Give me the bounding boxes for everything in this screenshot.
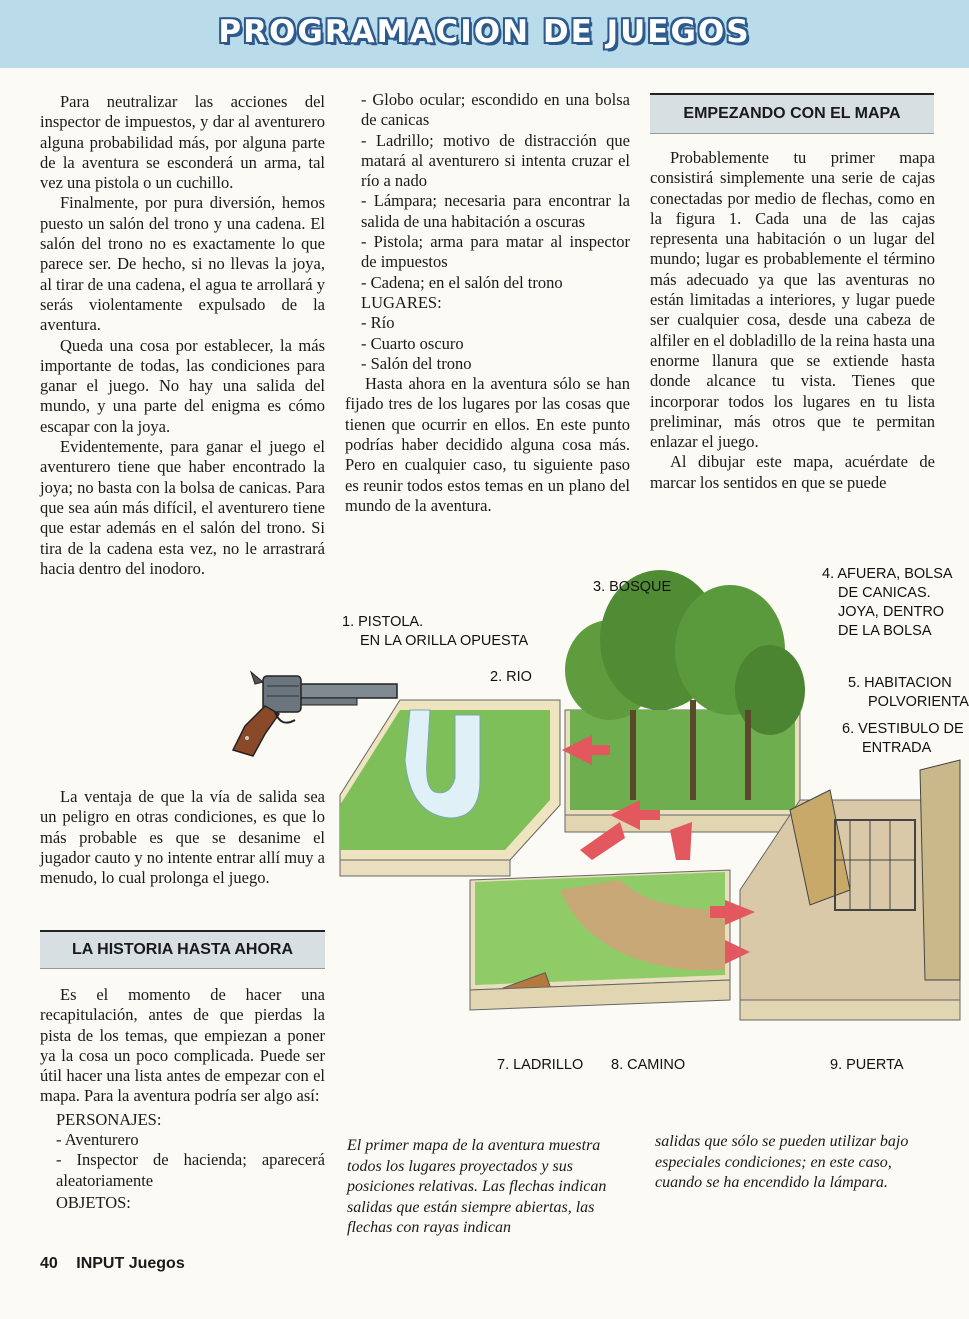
list-item: - Inspector de hacienda; aparecerá aleatoriamente	[56, 1150, 325, 1190]
map-label-1: 1. PISTOLA.	[342, 614, 424, 630]
magazine-name: INPUT Juegos	[76, 1255, 185, 1272]
column-3	[650, 148, 935, 493]
map-label-7: 7. LADRILLO	[497, 1057, 584, 1073]
map-label-5-line2: POLVORIENTA	[868, 694, 969, 710]
paragraph: Al dibujar este mapa, acuérdate de marcar los sentidos en que se puede	[650, 452, 935, 492]
map-label-4-line3: JOYA, DENTRO	[838, 604, 945, 620]
map-label-6: 6. VESTIBULO DE	[842, 721, 964, 737]
map-caption-right: salidas que sólo se pueden utilizar bajo especiales condiciones; en este caso, cuando se ha encendido la lámpara.	[655, 1133, 909, 1191]
list-item: - Cuarto oscuro	[361, 333, 464, 353]
list-item: - Aventurero	[56, 1130, 139, 1150]
paragraph: Probablemente tu primer mapa consistirá simplemente una serie de cajas conectadas por medio de flechas, como en la figura 1. Cada una de las cajas representa una habitación o un lugar del mundo; lugar es probablemente el término más adecuado ya que las aventuras no están limitadas a interiores, y lugar puede ser cualquier cosa, desde una cabeza de alfiler en el dobladillo de la reina hasta una enorme llanura que se extiende hasta donde alcance tu vista. Tienes que incorporar todos los lugares en tu lista preliminar, más otros que te permitan enlazar el juego.	[650, 148, 935, 452]
list-heading: OBJETOS:	[56, 1192, 131, 1212]
paragraph: Para neutralizar las acciones del inspector de impuestos, y dar al aventurero alguna probabilidad más, por alguna parte de la aventura se esconderá un arma, tal vez una pistola o un cuchillo.	[40, 92, 325, 193]
list-item: - Lámpara; necesaria para encontrar la salida de una habitación a oscuras	[361, 191, 630, 231]
page-footer	[40, 1255, 185, 1273]
map-label-9: 9. PUERTA	[830, 1057, 904, 1073]
list-heading: LUGARES:	[361, 292, 442, 312]
map-label-4-line2: DE CANICAS.	[838, 585, 931, 601]
list-item: - Ladrillo; motivo de distracción que matará al aventurero si intenta cruzar el río a nado	[361, 130, 630, 191]
paragraph: Es el momento de hacer una recapitulación, antes de que pierdas la pista de los temas, que empiezan a poner ya la cosa un poco complicada. Puede ser útil hacer una lista antes de empezar con el mapa. Para la aventura podría ser algo así:	[40, 985, 325, 1106]
list-item: - Salón del trono	[361, 353, 472, 373]
map-label-3: 3. BOSQUE	[593, 579, 672, 595]
list-item: - Pistola; arma para matar al inspector de impuestos	[361, 232, 630, 272]
section-heading-mapa: EMPEZANDO CON EL MAPA	[650, 93, 934, 134]
paragraph: Queda una cosa por establecer, la más importante de todas, las condiciones para ganar el juego. No hay una salida del mundo, y una parte del enigma es cómo escapar con la joya.	[40, 335, 325, 436]
paragraph: Evidentemente, para ganar el juego el aventurero tiene que haber encontrado la joya; no basta con la bolsa de canicas. Para que sea aún más difícil, el aventurero tiene que estar además en el salón del trono. Si tira de la cadena esta vez, no le arrastrará hacia dentro del inodoro.	[40, 437, 325, 578]
column-1-bottom	[40, 985, 325, 1213]
column-1-middle	[40, 787, 325, 888]
column-1-top	[40, 92, 325, 579]
list-item: - Cadena; en el salón del trono	[361, 272, 563, 292]
paragraph: La ventaja de que la vía de salida sea un peligro en otras condiciones, es que lo más probable es que se desanime el jugador cauto y no intente entrar allí muy a menudo, lo cual prolonga el juego.	[40, 787, 325, 888]
section-heading-historia: LA HISTORIA HASTA AHORA	[40, 930, 325, 969]
page-title: PROGRAMACION DE JUEGOS	[218, 14, 751, 50]
map-label-5: 5. HABITACION	[848, 675, 952, 691]
map-label-4: 4. AFUERA, BOLSA	[822, 566, 953, 582]
paragraph: Finalmente, por pura diversión, hemos puesto un salón del trono y una cadena. El salón del trono no es exactamente lo que parece ser. De hecho, si no llevas la joya, al tirar de una cadena, el agua te arrollará y serás violentamente expulsado de la aventura.	[40, 193, 325, 335]
list-item: - Río	[361, 313, 395, 333]
list-item: - Globo ocular; escondido en una bolsa de canicas	[361, 90, 630, 130]
page-header	[0, 0, 969, 68]
map-label-6-line2: ENTRADA	[862, 740, 932, 756]
map-label-8: 8. CAMINO	[611, 1057, 686, 1073]
page-number: 40	[40, 1255, 58, 1272]
map-label-4-line4: DE LA BOLSA	[838, 623, 932, 639]
map-label-2: 2. RIO	[490, 669, 532, 685]
map-caption-left: El primer mapa de la aventura muestra todos los lugares proyectados y sus posiciones relativas. Las flechas indican salidas que están siempre abiertas, las flechas con rayas indican	[347, 1137, 607, 1236]
column-2	[345, 90, 630, 516]
paragraph: Hasta ahora en la aventura sólo se han fijado tres de los lugares por las cosas que tienen que ocurrir en ellos. En este punto podrías haber decidido alguna cosa más. Pero en cualquier caso, tu siguiente paso es reunir todos estos temas en un plano del mundo de la aventura.	[345, 374, 630, 515]
list-heading: PERSONAJES:	[56, 1109, 162, 1129]
map-label-1-sub: EN LA ORILLA OPUESTA	[360, 633, 529, 649]
